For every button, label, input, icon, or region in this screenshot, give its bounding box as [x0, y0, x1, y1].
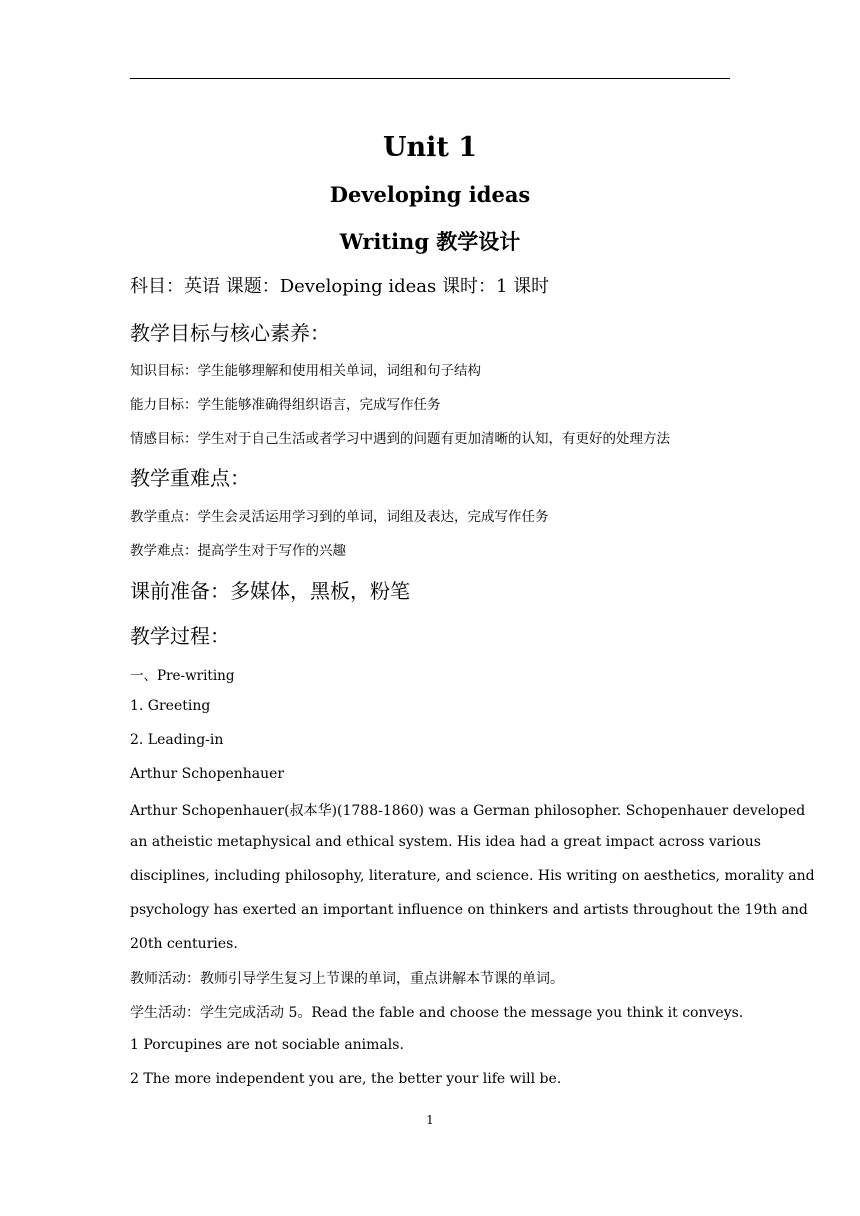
person-name: Arthur Schopenhauer — [130, 766, 285, 782]
step-leading-in: 2. Leading-in — [130, 732, 224, 748]
objectives-heading: 教学目标与核心素养： — [130, 321, 330, 345]
bio-line: Arthur Schopenhauer(叔本华)(1788-1860) was a German philosopher. Schopenhauer developed — [130, 803, 806, 819]
unit-title: Unit 1 — [382, 132, 478, 163]
header-rule — [130, 78, 730, 79]
bio-line: psychology has exerted an important influence on thinkers and artists throughout the 19th and — [130, 902, 808, 918]
section-pre-writing: 一、Pre-writing — [130, 668, 235, 684]
objective-emotion: 情感目标：学生对于自己生活或者学习中遇到的问题有更加清晰的认知，有更好的处理方法 — [130, 431, 670, 447]
lesson-title: Writing 教学设计 — [339, 229, 521, 254]
student-activity: 学生活动：学生完成活动 5。Read the fable and choose the message you think it conveys. — [130, 1005, 744, 1021]
page-number: 1 — [426, 1113, 434, 1127]
step-greeting: 1. Greeting — [130, 698, 211, 714]
bio-line: disciplines, including philosophy, literature, and science. His writing on aesthetics, morality and — [130, 868, 815, 884]
bio-line: 20th centuries. — [130, 936, 238, 952]
key-difficulty: 教学难点：提高学生对于写作的兴趣 — [130, 543, 346, 559]
key-points-heading: 教学重难点： — [130, 466, 250, 490]
preparation: 课前准备：多媒体，黑板，粉笔 — [130, 579, 410, 603]
process-heading: 教学过程： — [130, 624, 230, 648]
key-focus: 教学重点：学生会灵活运用学习到的单词，词组及表达，完成写作任务 — [130, 509, 549, 525]
objective-ability: 能力目标：学生能够准确得组织语言，完成写作任务 — [130, 397, 441, 413]
option-item: 2 The more independent you are, the better your life will be. — [130, 1071, 562, 1087]
objective-knowledge: 知识目标：学生能够理解和使用相关单词，词组和句子结构 — [130, 363, 481, 379]
meta-line: 科目：英语 课题：Developing ideas 课时：1 课时 — [130, 276, 550, 297]
bio-line: an atheistic metaphysical and ethical system. His idea had a great impact across various — [130, 834, 761, 850]
subtitle: Developing ideas — [329, 182, 531, 207]
option-item: 1 Porcupines are not sociable animals. — [130, 1037, 404, 1053]
teacher-activity: 教师活动：教师引导学生复习上节课的单词，重点讲解本节课的单词。 — [130, 971, 564, 987]
